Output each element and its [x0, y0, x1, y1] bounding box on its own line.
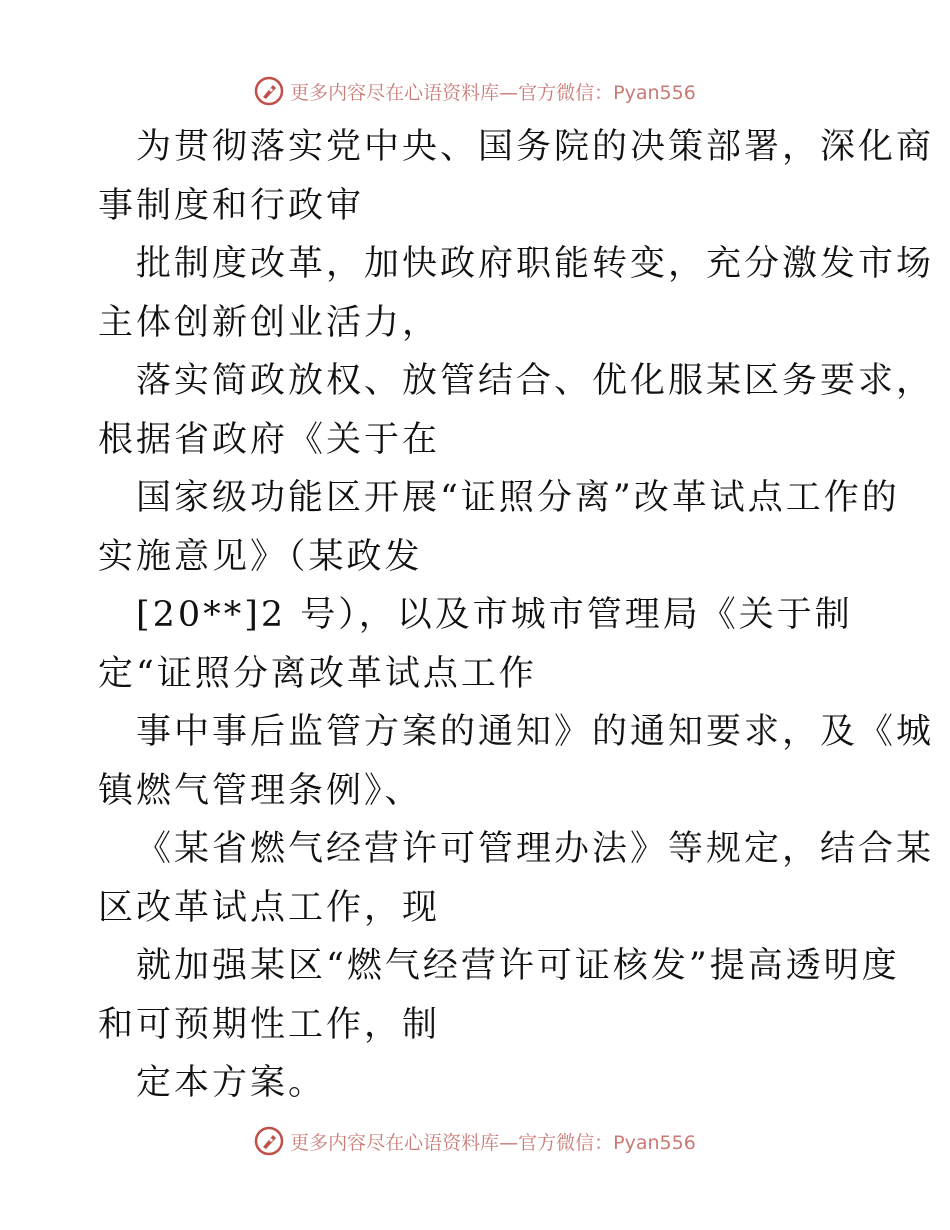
footer-watermark [0, 1124, 950, 1158]
paragraph-line: 定本方案。 [136, 1063, 327, 1103]
paragraph-line: 批制度改革，加快政府职能转变，充分激发市场 [136, 244, 935, 284]
paragraph-line: 镇燃气管理条例》、 [98, 770, 423, 811]
paragraph-line: [20**]2 号），以及市城市管理局《关于制 [136, 595, 853, 635]
paragraph-line: 《某省燃气经营许可管理办法》等规定，结合某 [136, 829, 935, 869]
paragraph-line: 根据省政府《关于在 [98, 419, 441, 460]
pen-nib-circle-icon [254, 76, 284, 106]
paragraph-line: 就加强某区“燃气经营许可证核发”提高透明度 [136, 946, 900, 986]
paragraph-line: 定“证照分离改革试点工作 [98, 653, 537, 694]
paragraph-line: 国家级功能区开展“证照分离”改革试点工作的 [136, 478, 900, 518]
paragraph-line: 和可预期性工作，制 [98, 1004, 441, 1045]
pen-nib-circle-icon [254, 1126, 284, 1156]
paragraph-line: 主体创新创业活力， [98, 302, 441, 343]
paragraph-line: 事制度和行政审 [98, 185, 365, 226]
watermark-text: 更多内容尽在心语资料库—官方微信：Pyan556 [290, 1131, 696, 1154]
document-body [98, 118, 935, 1113]
paragraph-line: 实施意见》（某政发 [98, 536, 423, 577]
paragraph-line: 落实简政放权、放管结合、优化服某区务要求， [136, 361, 935, 401]
watermark-text: 更多内容尽在心语资料库—官方微信：Pyan556 [290, 81, 696, 104]
paragraph-line: 为贯彻落实党中央、国务院的决策部署，深化商 [136, 127, 935, 167]
paragraph-line: 事中事后监管方案的通知》的通知要求，及《城 [136, 712, 935, 752]
paragraph-line: 区改革试点工作，现 [98, 887, 441, 928]
header-watermark [0, 74, 950, 108]
